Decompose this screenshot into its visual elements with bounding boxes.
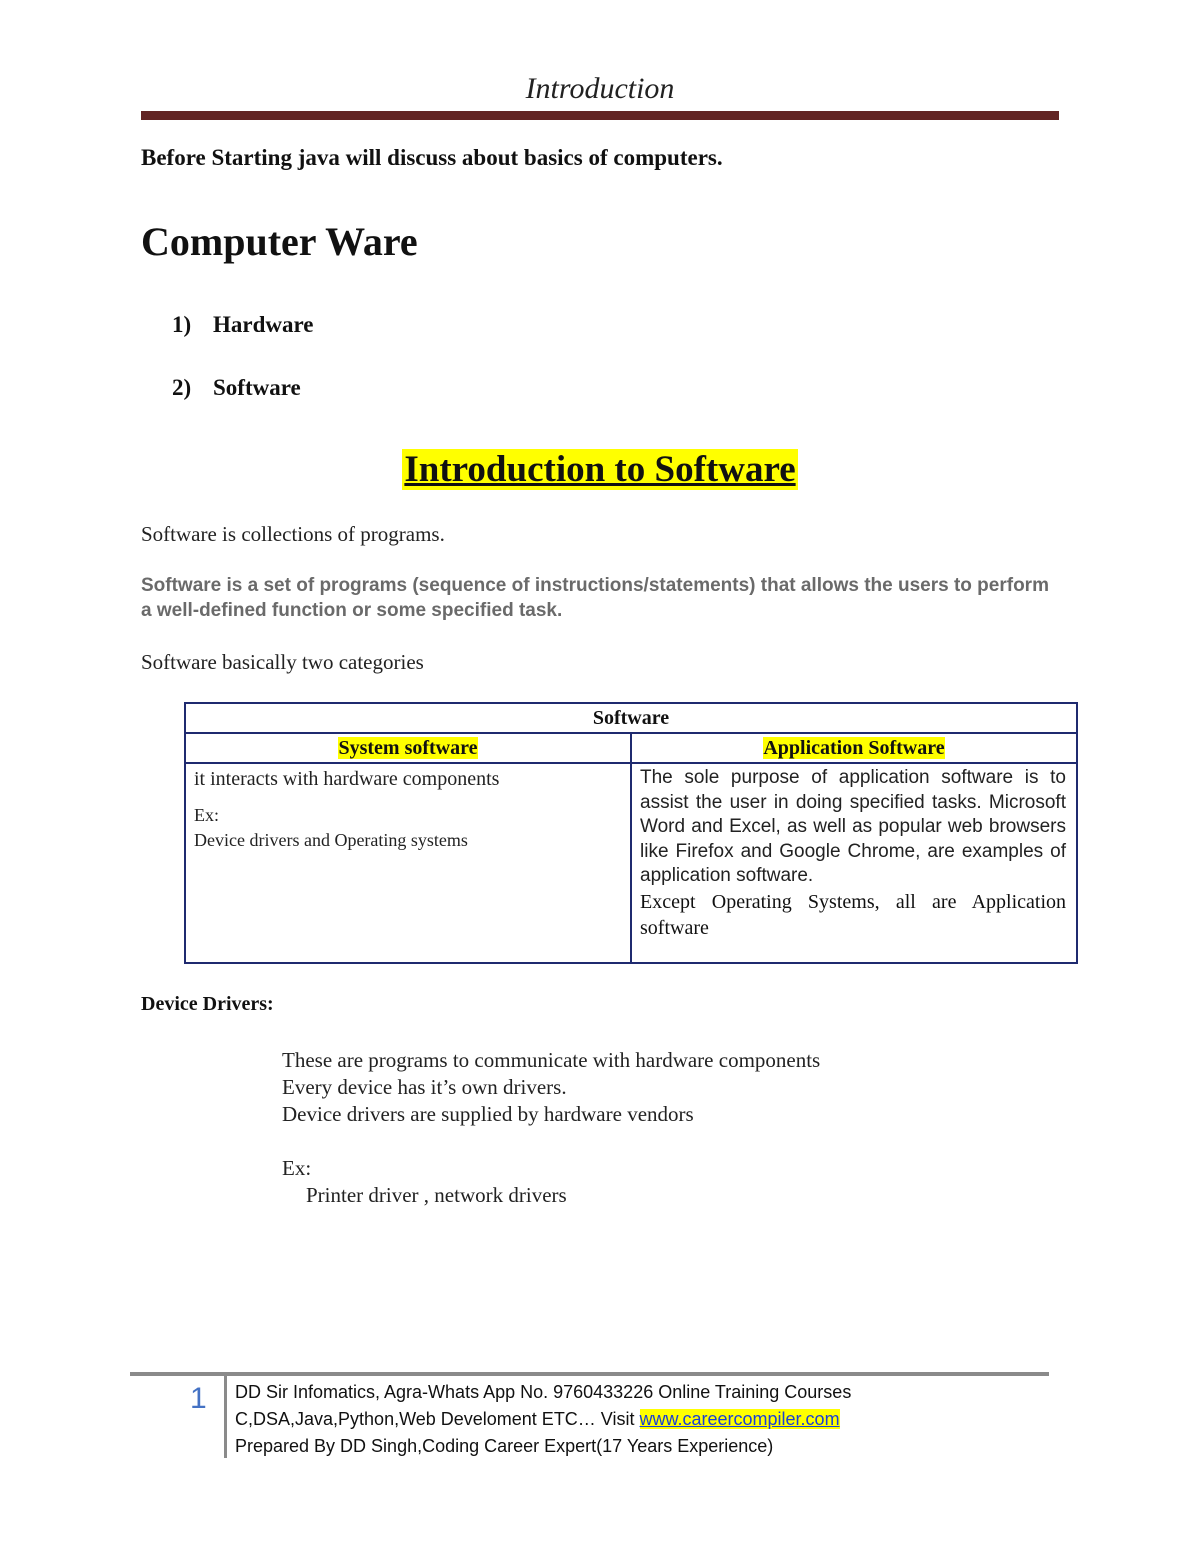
application-note: Except Operating Systems, all are Application software: [640, 890, 1066, 939]
device-drivers-lines: [282, 1047, 820, 1128]
computer-ware-heading: Computer Ware: [141, 219, 418, 264]
device-drivers-line: These are programs to communicate with hardware components: [282, 1048, 821, 1072]
table-cell-application: [631, 763, 1077, 963]
intro-line: Before Starting java will discuss about basics of computers.: [141, 145, 723, 170]
footer-text: [235, 1379, 851, 1460]
device-drivers-heading: Device Drivers:: [141, 993, 274, 1015]
paragraph-definition: Software is collections of programs.: [141, 522, 445, 546]
footer-line-2: [235, 1406, 851, 1433]
paragraph-categories: Software basically two categories: [141, 650, 424, 674]
paragraph-description: Software is a set of programs (sequence of instructions/statements) that allows the users to perform a well-defined function or some specified task.: [141, 575, 1049, 621]
device-drivers-example: [282, 1155, 567, 1209]
footer-line-1: DD Sir Infomatics, Agra-Whats App No. 9760433226 Online Training Courses: [235, 1382, 852, 1402]
footer-rule: [130, 1372, 1049, 1376]
list-item-software: [172, 375, 301, 401]
column-header-application: [631, 733, 1077, 763]
website-link[interactable]: www.careercompiler.com: [639, 1409, 840, 1429]
footer-line-3: Prepared By DD Singh,Coding Career Expert(17 Years Experience): [235, 1436, 774, 1456]
system-example-text: Device drivers and Operating systems: [194, 830, 468, 850]
table-header: Software: [185, 703, 1077, 733]
column-header-label: Application Software: [763, 737, 945, 759]
footer-divider: [224, 1376, 227, 1458]
list-label: Software: [213, 375, 301, 400]
device-drivers-line: Every device has it’s own drivers.: [282, 1075, 567, 1099]
software-table: [184, 702, 1078, 964]
example-label: Ex:: [282, 1156, 312, 1180]
column-header-system: [185, 733, 631, 763]
column-header-label: System software: [338, 737, 478, 759]
device-drivers-line: Device drivers are supplied by hardware vendors: [282, 1102, 694, 1126]
list-number: 2): [172, 375, 192, 400]
system-description: it interacts with hardware components: [194, 768, 500, 790]
application-description: The sole purpose of application software is to assist the user in doing specified tasks. Microsoft Word and Excel, as well as popular web browsers like Firefox and Google Chrome, are examples of application software.: [640, 767, 1066, 886]
page-number: 1: [190, 1382, 207, 1415]
page-header-title: Introduction: [525, 72, 675, 105]
list-number: 1): [172, 312, 192, 337]
system-example-label: Ex:: [194, 805, 219, 825]
table-cell-system: [185, 763, 631, 963]
header-rule: [141, 111, 1059, 120]
section-title-text: Introduction to Software: [404, 449, 796, 490]
section-title: [0, 448, 1200, 491]
footer-line-2-prefix: C,DSA,Java,Python,Web Develoment ETC… Visit: [235, 1409, 640, 1429]
list-item-hardware: [172, 312, 314, 338]
example-text: Printer driver , network drivers: [306, 1183, 567, 1207]
list-label: Hardware: [213, 312, 314, 337]
